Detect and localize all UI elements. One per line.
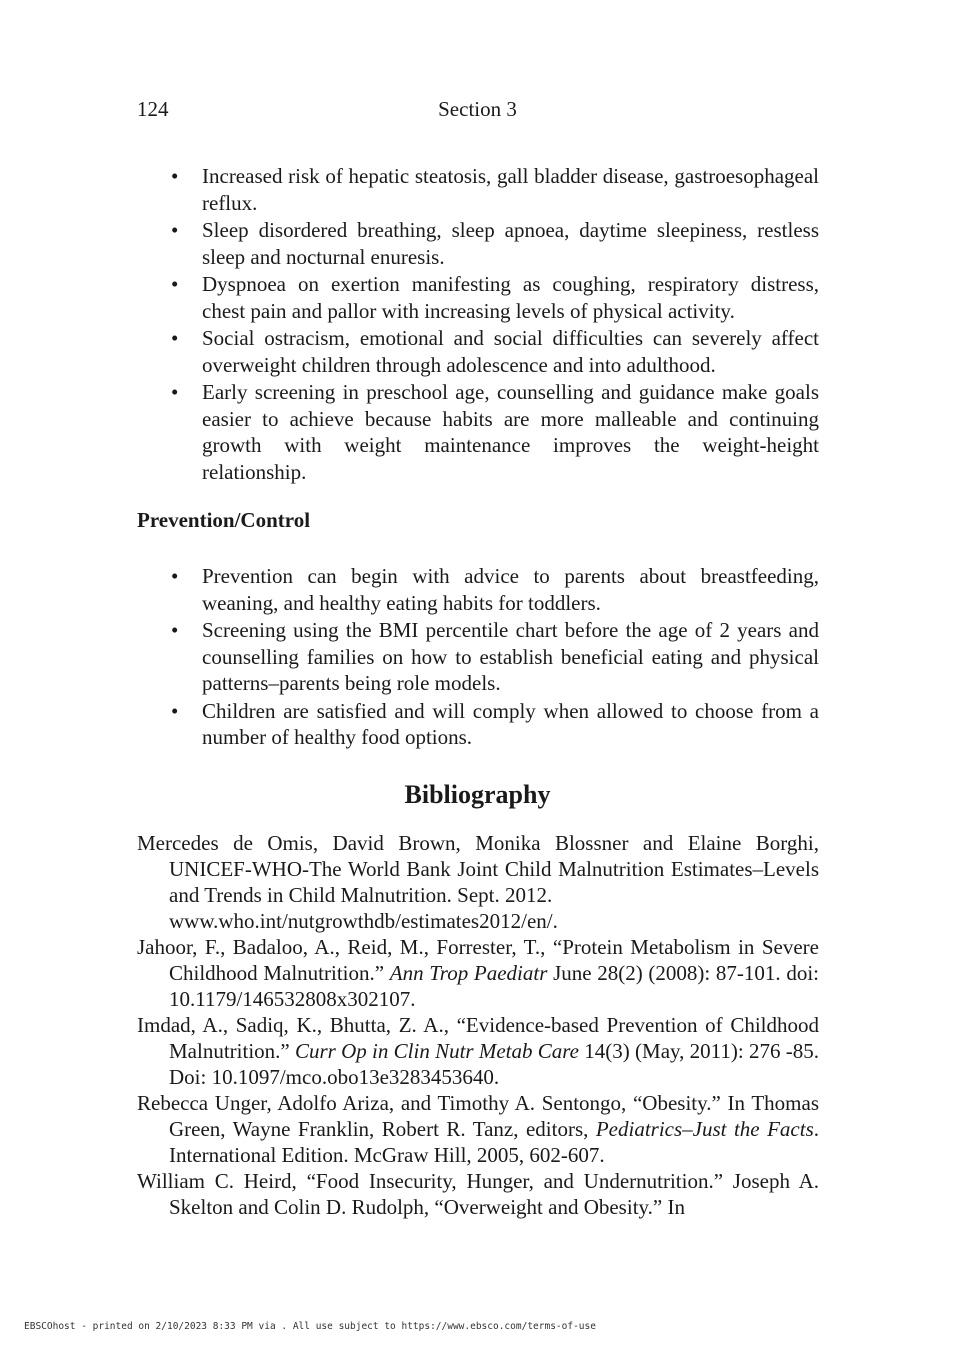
list-item: • Screening using the BMI percentile chart before the age of 2 years and counselling families on how to establish beneficial eating and physical patterns–parents being role models. (171, 618, 819, 695)
bullet-icon: • (171, 380, 179, 404)
bullet-icon: • (171, 698, 179, 723)
bibliography-list (137, 830, 819, 1220)
reference-entry: William C. Heird, “Food Insecurity, Hunger, and Undernutrition.” Joseph A. Skelton and Colin D. Rudolph, “Overweight and Obesity.” In (137, 1169, 819, 1219)
reference-entry: Imdad, A., Sadiq, K., Bhutta, Z. A., “Evidence-based Prevention of Childhood Malnutrition.” Curr Op in Clin Nutr Metab Care 14(3) (May, 2011): 276 -85. Doi: 10.1097/mco.obo13e3283453640. (137, 1013, 819, 1089)
running-title: Section 3 (438, 97, 517, 121)
bullet-icon: • (171, 164, 179, 188)
list-item: • Prevention can begin with advice to parents about breastfeeding, weaning, and healthy eating habits for toddlers. (171, 564, 819, 615)
reference-url: www.who.int/nutgrowthdb/estimates2012/en/. (169, 909, 558, 933)
book-title: Pediatrics–Just the Facts (595, 1117, 814, 1141)
list-item: • Children are satisfied and will comply when allowed to choose from a number of healthy food options. (171, 698, 819, 749)
bullet-icon: • (171, 564, 179, 588)
print-footer: EBSCOhost - printed on 2/10/2023 8:33 PM via . All use subject to https://www.ebsco.com/terms-of-use (24, 1321, 596, 1332)
journal-title: Curr Op in Clin Nutr Metab Care (295, 1039, 580, 1063)
journal-title: Ann Trop Paediatr (389, 961, 548, 985)
list-item: • Social ostracism, emotional and social difficulties can severely affect overweight children through adolescence and into adulthood. (171, 326, 819, 377)
list-item: • Sleep disordered breathing, sleep apnoea, daytime sleepiness, restless sleep and nocturnal enuresis. (171, 218, 819, 269)
page-number: 124 (137, 97, 169, 121)
list-item: • Early screening in preschool age, counselling and guidance make goals easier to achieve because habits are more malleable and continuing growth with weight maintenance improves the weight-height relationship. (171, 380, 819, 484)
bullet-icon: • (171, 618, 179, 642)
prevention-heading: Prevention/Control (137, 508, 311, 532)
prevention-list (171, 563, 819, 752)
list-item: • Dyspnoea on exertion manifesting as coughing, respiratory distress, chest pain and pallor with increasing levels of physical activity. (171, 272, 819, 323)
bibliography-heading: Bibliography (404, 780, 551, 809)
bullet-icon: • (171, 272, 179, 296)
risk-list (171, 163, 819, 486)
reference-entry: Rebecca Unger, Adolfo Ariza, and Timothy A. Sentongo, “Obesity.” In Thomas Green, Wayne Franklin, Robert R. Tanz, editors, Pediatrics–Just the Facts. International Edition. McGraw Hill, 2005, 602-607. (137, 1091, 819, 1167)
bullet-icon: • (171, 326, 179, 350)
bullet-icon: • (171, 218, 179, 242)
reference-entry: Jahoor, F., Badaloo, A., Reid, M., Forrester, T., “Protein Metabolism in Severe Childhood Malnutrition.” Ann Trop Paediatr June 28(2) (2008): 87-101. doi: 10.1179/146532808x302107. (137, 935, 820, 1011)
reference-entry: Mercedes de Omis, David Brown, Monika Blossner and Elaine Borghi, UNICEF-WHO-The World Bank Joint Child Malnutrition Estimates–Levels and Trends in Child Malnutrition. Sept. 2012. www.who.int/nutgrowthdb/estimates2012/en/. (137, 831, 819, 933)
list-item: • Increased risk of hepatic steatosis, gall bladder disease, gastroesophageal reflux. (171, 164, 819, 215)
